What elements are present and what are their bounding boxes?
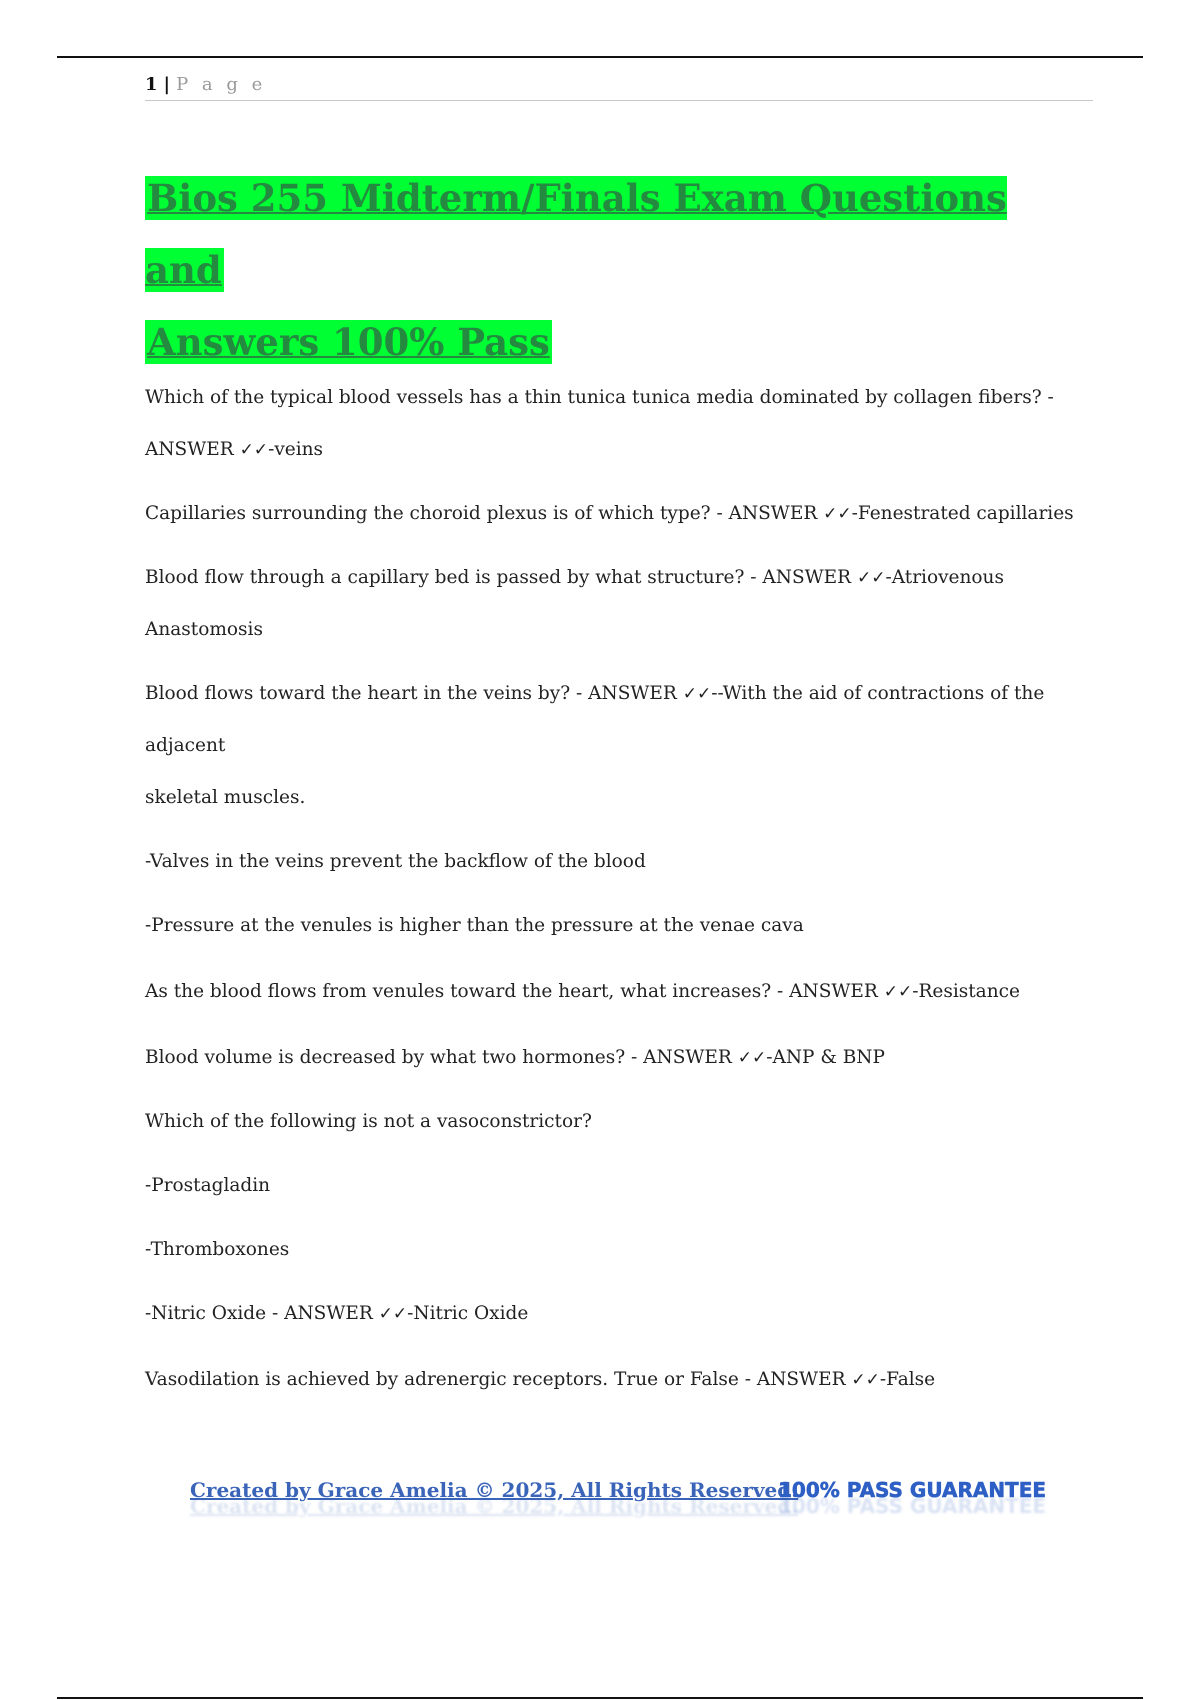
- copyright-notice: Created by Grace Amelia © 2025, All Rights Reserved.: [190, 1478, 799, 1502]
- double-check-icon: ✓✓: [856, 568, 886, 588]
- title-line-2: Answers 100% Pass: [147, 320, 550, 364]
- double-check-icon: ✓✓: [823, 504, 852, 524]
- double-check-icon: ✓✓: [378, 1304, 408, 1324]
- answer-continuation: skeletal muscles.: [145, 787, 306, 808]
- answer-text: -ANP & BNP: [766, 1047, 885, 1068]
- qa-item: [145, 488, 1095, 540]
- option-text: -Thromboxones: [145, 1239, 290, 1260]
- answer-bullet: -Valves in the veins prevent the backflow of the blood: [145, 851, 646, 872]
- title-line-1: Bios 255 Midterm/Finals Exam Questions and: [145, 176, 1007, 292]
- qa-item: [145, 668, 1095, 772]
- pass-guarantee-badge: 100% PASS GUARANTEE: [778, 1478, 1047, 1502]
- question-text: Blood flows toward the heart in the veins by? - ANSWER: [145, 683, 683, 704]
- qa-item: [145, 1354, 1095, 1406]
- page-number: 1: [145, 74, 158, 95]
- double-check-icon: ✓✓: [851, 1370, 880, 1390]
- answer-text: -Nitric Oxide: [407, 1303, 529, 1324]
- answer-text: -Fenestrated capillaries: [851, 503, 1074, 524]
- page-bottom-rule: [57, 1697, 1143, 1699]
- question-text: Which of the typical blood vessels has a thin tunica tunica media dominated by collagen fibers? -: [145, 387, 1054, 408]
- answer-text: -Resistance: [912, 981, 1020, 1002]
- option-text: -Prostagladin: [145, 1175, 271, 1196]
- answer-continuation: Anastomosis: [145, 619, 263, 640]
- page-label: P a g e: [176, 74, 267, 95]
- qa-list: [145, 372, 1095, 1406]
- page-header-separator: |: [163, 74, 171, 95]
- double-check-icon: ✓✓: [239, 440, 269, 460]
- document-title: [145, 162, 1045, 378]
- answer-text: -veins: [268, 439, 324, 460]
- qa-item: [145, 966, 1095, 1018]
- answer-label: ANSWER: [145, 439, 240, 460]
- question-text: Which of the following is not a vasoconstrictor?: [145, 1111, 592, 1132]
- question-text: Capillaries surrounding the choroid plexus is of which type? - ANSWER: [145, 503, 824, 524]
- qa-item: [145, 552, 1095, 604]
- page-top-rule: [57, 56, 1143, 58]
- answer-text: -Atriovenous: [885, 567, 1004, 588]
- question-text: Blood flow through a capillary bed is passed by what structure? - ANSWER: [145, 567, 857, 588]
- qa-item-answer-line: [145, 424, 1095, 476]
- question-text: Blood volume is decreased by what two hormones? - ANSWER: [145, 1047, 738, 1068]
- question-text: Vasodilation is achieved by adrenergic receptors. True or False - ANSWER: [145, 1369, 852, 1390]
- answer-text: -False: [879, 1369, 936, 1390]
- qa-item: [145, 1032, 1095, 1084]
- double-check-icon: ✓✓: [883, 982, 913, 1002]
- question-text: As the blood flows from venules toward the heart, what increases? - ANSWER: [145, 981, 884, 1002]
- page-header: [145, 72, 1093, 101]
- double-check-icon: ✓✓: [737, 1048, 767, 1068]
- answer-text: --With the aid of contractions of the adjacent: [145, 683, 1045, 756]
- qa-item-question: [145, 372, 1095, 424]
- double-check-icon: ✓✓: [682, 684, 712, 704]
- answer-bullet: -Pressure at the venules is higher than the pressure at the venae cava: [145, 915, 804, 936]
- qa-item: [145, 1288, 1095, 1340]
- page-footer: [190, 1478, 1050, 1538]
- option-text: -Nitric Oxide - ANSWER: [145, 1303, 379, 1324]
